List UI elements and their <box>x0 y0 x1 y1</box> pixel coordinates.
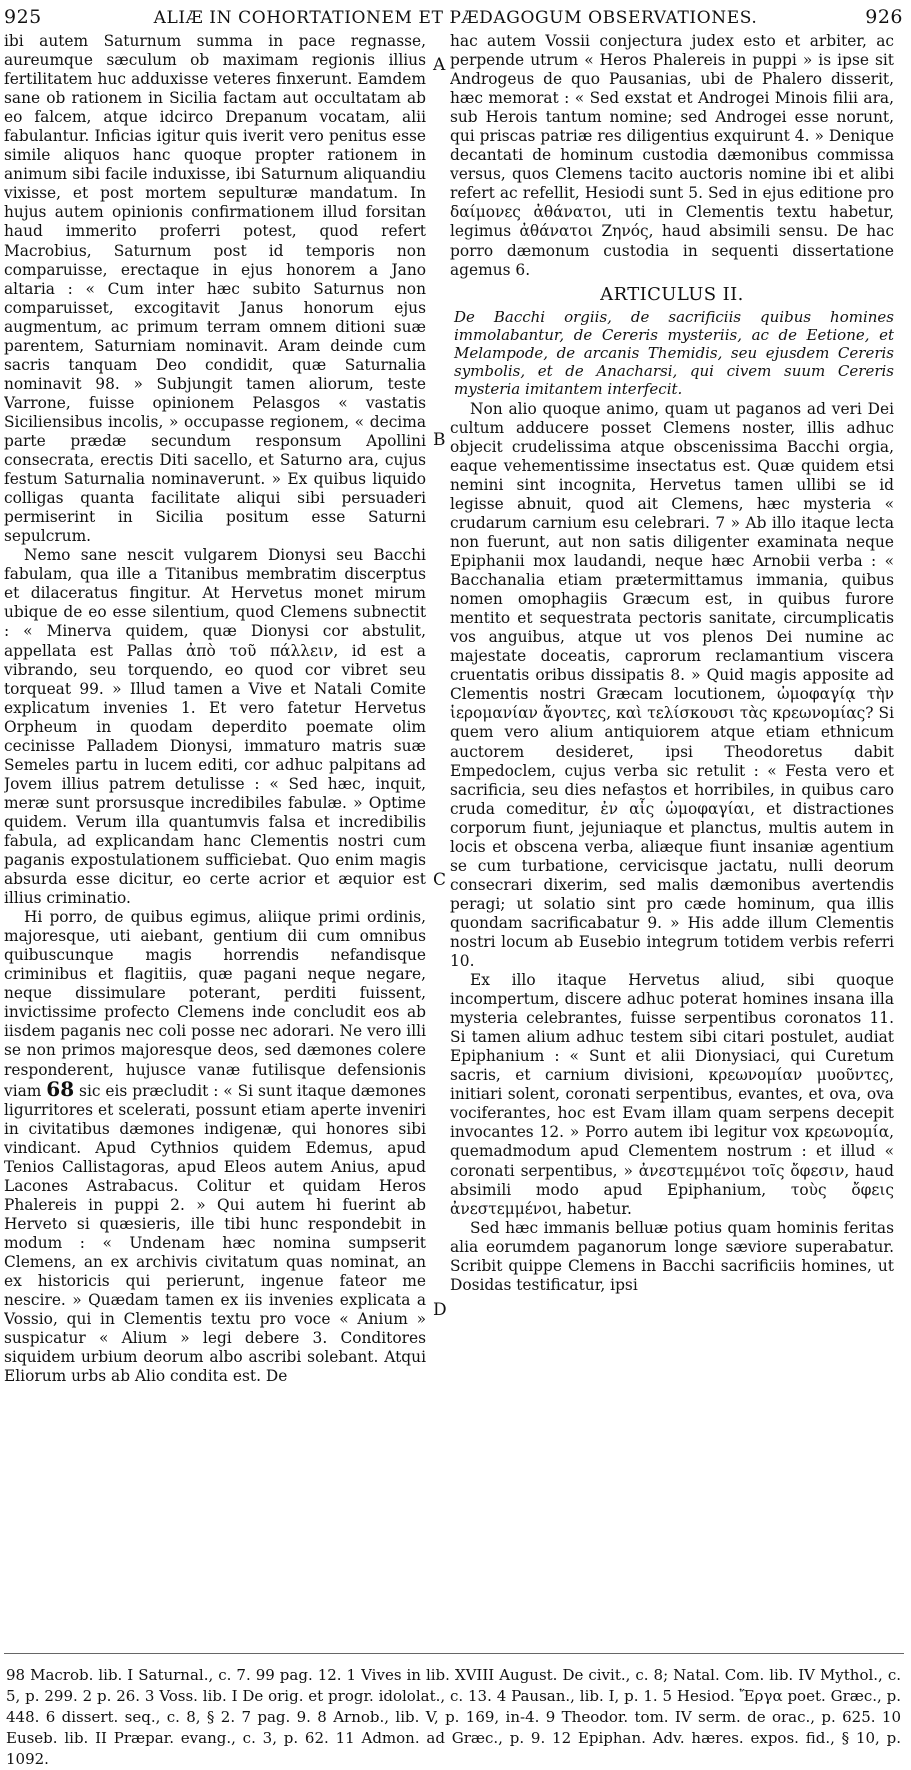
margin-marker-b: B <box>433 430 446 450</box>
margin-marker-d: D <box>433 1300 447 1320</box>
page-number-left: 925 <box>4 6 42 28</box>
running-title: ALIÆ IN COHORTATIONEM ET PÆDAGOGUM OBSERVATIONES. <box>153 8 758 28</box>
paragraph: Non alio quoque animo, quam ut paganos ad veri Dei cultum adducere posset Clemens noster, illis adhuc objecit crudelissima atque obscenissima Bacchi orgia, eaque vehementissime insectatus est. Quæ quidem etsi nemini sint incognita, Hervetus tamen ullibi se id legisse abnuit, quod ait Clemens, hæc mysteria « crudarum carnium esu celebrari. 7 » Ab illo itaque lecta non fuerunt, aut non satis diligenter examinata neque Epiphanii mox laudandi, neque hæc Arnobii verba : « Bacchanalia etiam prætermittamus immania, quibus nomen omophagiis Græcum est, in quibus furore mentito et sequestrata pectoris sanitate, circumplicatis vos anguibus, atque ut vos plenos Dei numine ac majestate doceatis, caprorum reclamantium viscera cruentatis oribus dissipatis 8. » Quid magis apposite ad Clementis nostri Græcam locutionem, ὠμοφαγίᾳ τὴν ἱερομανίαν ἄγοντες, καὶ τελίσκουσι τὰς κρεωνομίας? Si quem vero alium antiquiorem atque etiam ethnicum auctorem desideret, ipsi Theodoretus dabit Empedoclem, cujus verba sic retulit : « Festa vero et sacrificia, seu dies nefastos et horribiles, in quibus caro cruda comeditur, ἐν αἷς ὠμοφαγίαι, et distractiones corporum fiunt, jejuniaque et planctus, multis autem in locis et obscena verba, aliæque fiunt insaniæ agentium se cum turbatione, cervicisque jactatu, nulli deorum consecrari dixerim, sed malis dæmonibus avertendis peragi; ut solatio sint pro cæde hominum, qua illis quondam sacrificabatur 9. » His adde illum Clementis nostri locum ab Eusebio integrum totidem verbis referri 10. <box>450 399 894 971</box>
footnote-rule <box>4 1653 904 1654</box>
paragraph: Ex illo itaque Hervetus aliud, sibi quoque incompertum, discere adhuc poterat homines insana illa mysteria celebrantes, fuisse serpentibus coronatos 11. Si tamen alium adhuc testem sibi citari postulet, audiat Epiphanium : « Sunt et alii Dionysiaci, qui Curetum sacris, et carnium divisioni, κρεωνομίαν μυοῦντες, initiari solent, coronati serpentibus, evantes, et ova, ova vociferantes, hoc est Evam illam quam serpens decepit invocantes 12. » Porro autem ibi legitur vox κρεωνομία, quemadmodum apud Clementem nostrum : et illud « coronati serpentibus, » ἀνεστεμμένοι τοῖς ὄφεσιν, haud absimili modo apud Epiphanium, τοὺς ὄφεις ἀνεστεμμένοι, habetur. <box>450 971 894 1218</box>
footnotes: 98 Macrob. lib. I Saturnal., c. 7. 99 pag. 12. 1 Vives in lib. XVIII August. De civit., c. 8; Natal. Com. lib. IV Mythol., c. 5, p. 299. 2 p. 26. 3 Voss. lib. I De orig. et progr. idololat., c. 13. 4 Pausan., lib. I, p. 1. 5 Hesiod. Ἔργα poet. Græc., p. 448. 6 dissert. seq., c. 8, § 2. 7 pag. 9. 8 Arnob., lib. V, p. 169, in-4. 9 Theodor. tom. IV serm. de orac., p. 625. 10 Euseb. lib. II Præpar. evang., c. 3, p. 62. 11 Admon. ad Græc., p. 9. 12 Epiphan. Adv. hæres. expos. fid., § 10, p. 1092. <box>6 1666 901 1768</box>
paragraph: ibi autem Saturnum summa in pace regnasse, aureumque sæculum ob maximam regionis illius fertilitatem huc adduxisse veteres finxerunt. Eamdem sane ob rationem in Sicilia factam aut occultatam ab eo falcem, atque idcirco Drepanum vocatam, alii fabulantur. Inficias igitur quis iverit vero penitus esse simile aliquos hanc quoque propter rationem in animum sibi facile induxisse, ibi Saturnum aliquandiu vixisse, et post mortem sepulturæ mandatum. In hujus autem opinionis confirmationem illud forsitan haud immerito proferri potest, quod refert Macrobius, Saturnum post id temporis non comparuisse, erectaque in ejus honorem a Jano altaria : « Cum inter hæc subito Saturnus non comparuisset, excogitavit Janus honorum ejus augmentum, ac primum terram omnem ditioni suæ parentem, Saturniam nominavit. Aram deinde cum sacris tanquam Deo condidit, quæ Saturnalia nominavit 98. » Subjungit tamen aliorum, teste Varrone, fuisse opinionem Pelasgos « vastatis Siciliensibus incolis, » occupasse regionem, « decima parte prædæ secundum responsum Apollini consecrata, erectis Diti sacello, et Saturno ara, cujus festum Saturnalia nominaverunt. » Ex quibus liquido colligas quanta facilitate aliqui sibi persuaderi permiserint in Sicilia positum esse Saturni sepulcrum. <box>4 32 426 546</box>
margin-marker-a: A <box>433 55 446 75</box>
paragraph <box>4 908 426 1386</box>
paragraph: Sed hæc immanis belluæ potius quam hominis feritas alia eorumdem paganorum longe sæviore superabatur. Scribit quippe Clemens in Bacchi sacrificiis homines, ut Dosidas testificatur, ipsi <box>450 1218 894 1294</box>
paragraph: hac autem Vossii conjectura judex esto et arbiter, ac perpende utrum « Heros Phalereis in puppi » is ipse sit Androgeus de quo Pausanias, ubi de Phalero disserit, hæc memorat : « Sed exstat et Androgei Minois filii ara, sub Herois tantum nomine; sed Androgei esse norunt, qui priscas patriæ res diligentius exquirunt 4. » Denique decantati de hominum custodia dæmonibus commissa versus, quos Clemens tacito auctoris nomine ibi et alibi refert ac refellit, Hesiodi sunt 5. Sed in ejus editione pro δαίμονες ἀθάνατοι, uti in Clementis textu habetur, legimus ἀθάνατοι Ζηνός, haud absimili sensu. De hac porro dæmonum custodia in sequenti dissertatione agemus 6. <box>450 32 894 279</box>
section-heading: ARTICULUS II. <box>600 283 744 305</box>
right-column <box>450 32 894 1652</box>
section-summary: De Bacchi orgiis, de sacrificiis quibus homines immolabantur, de Cereris mysteriis, ac de Eetione, et Melampode, de arcanis Themidis, seu ejusdem Cereris symbolis, et de Anacharsi, qui civem suum Cereris mysteria imitantem interfecit. <box>454 307 894 398</box>
margin-marker-c: C <box>433 870 447 890</box>
running-header <box>0 0 911 30</box>
paragraph-text: Hi porro, de quibus egimus, aliique primi ordinis, majoresque, uti aiebant, gentium dii cum omnibus quibuscunque magis horrendis nefandisque criminibus et flagitiis, quæ pagani neque negare, neque dissimulare poterant, perditi fuissent, invictissime profecto Clemens inde concludit eos ab iisdem paganis nec coli posse nec adorari. Ne vero illi se non primos majoresque deos, sed dæmones colere responderent, hujusce vanæ futilisque defensionis viam <box>4 908 426 1100</box>
left-column <box>4 32 426 1652</box>
paragraph-text: sic eis præcludit : « Si sunt itaque dæmones ligurritores et scelerati, possunt etiam aperte inveniri in civitatibus dæmones indigenæ, qui honores sibi vindicant. Apud Cythnios quidem Edemus, apud Tenios Callistagoras, apud Eleos autem Anius, apud Lacones Astrabacus. Colitur et quidam Heros Phalereis in puppi 2. » Qui autem hi fuerint ab Herveto si quæsieris, ille tibi hunc respondebit in modum : « Undenam hæc nomina sumpserit Clemens, an ex archivis civitatum quas nominat, an ex historicis qui perierunt, ingenue fateor me nescire. » Quædam tamen ex iis invenies explicata a Vossio, qui in Clementis textu pro voce « Anium » suspicatur « Alium » legi debere 3. Conditores siquidem urbium deorum albo ascribi solebant. Atqui Eliorum urbs ab Alio condita est. De <box>4 1081 426 1386</box>
paragraph: Nemo sane nescit vulgarem Dionysi seu Bacchi fabulam, qua ille a Titanibus membratim discerptus et dilaceratus fingitur. At Hervetus monet mirum ubique de eo esse silentium, quod Clemens subnectit : « Minerva quidem, quæ Dionysi cor abstulit, appellata est Pallas ἀπὸ τοῦ πάλλειν, id est a vibrando, seu torquendo, eo quod cor vibret seu torqueat 99. » Illud tamen a Vive et Natali Comite explicatum invenies 1. Et vero fatetur Hervetus Orpheum in quodam deperdito poemate olim cecinisse Palladem Dionysi, immaturo matris suæ Semeles partu in lucem editi, cor adhuc palpitans ad Jovem illius patrem detulisse : « Sed hæc, inquit, meræ sunt prorsusque incredibiles fabulæ. » Optime quidem. Verum illa quantumvis falsa et incredibilis fabula, ad explicandam hanc Clementis nostri cum paganis expostulationem sufficiebat. Quo enim magis absurda esse dicitur, eo certe acrior et æquior est illius criminatio. <box>4 546 426 908</box>
page-number-right: 926 <box>865 6 903 28</box>
page-mark-number: 68 <box>46 1076 75 1101</box>
